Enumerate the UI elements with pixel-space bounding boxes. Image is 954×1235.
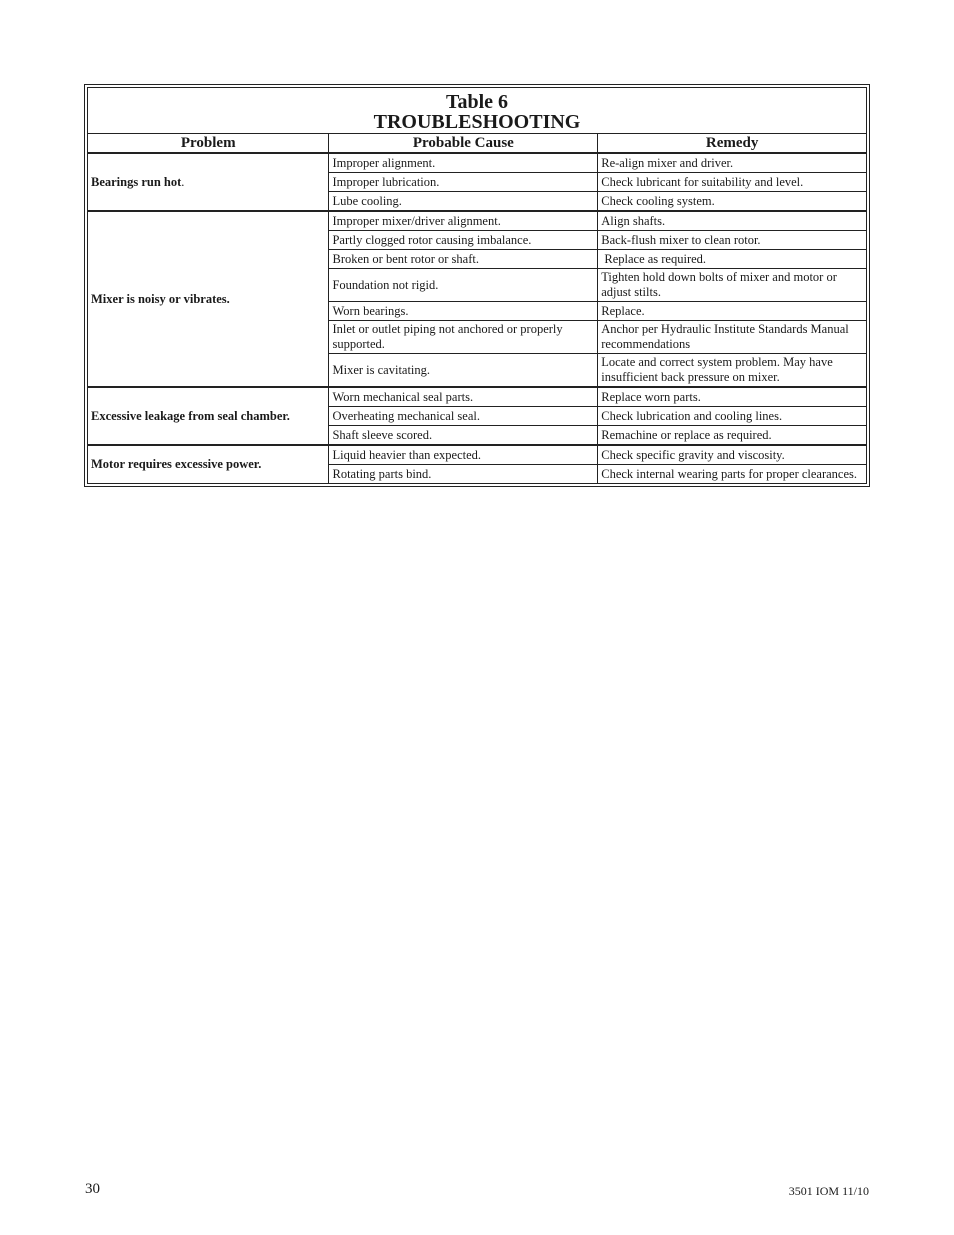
remedy-cell: Tighten hold down bolts of mixer and motor or adjust stilts. bbox=[598, 269, 867, 302]
cause-cell: Overheating mechanical seal. bbox=[329, 407, 598, 426]
table-heading: TROUBLESHOOTING bbox=[373, 111, 581, 133]
table-title bbox=[88, 88, 867, 134]
remedy-cell: Align shafts. bbox=[598, 211, 867, 231]
remedy-cell: Locate and correct system problem. May have insufficient back pressure on mixer. bbox=[598, 354, 867, 388]
table-row bbox=[88, 153, 867, 173]
table-row bbox=[88, 387, 867, 407]
remedy-cell: Check lubrication and cooling lines. bbox=[598, 407, 867, 426]
problem-cell bbox=[88, 153, 329, 211]
remedy-cell: Back-flush mixer to clean rotor. bbox=[598, 231, 867, 250]
problem-label: Excessive leakage from seal chamber. bbox=[91, 408, 290, 423]
document-id: 3501 IOM 11/10 bbox=[788, 1184, 869, 1198]
cause-cell: Inlet or outlet piping not anchored or properly supported. bbox=[329, 321, 598, 354]
cause-cell: Improper alignment. bbox=[329, 153, 598, 173]
table-row bbox=[88, 211, 867, 231]
column-header-probable-cause: Probable Cause bbox=[329, 134, 598, 154]
table-row bbox=[88, 445, 867, 465]
cause-cell: Shaft sleeve scored. bbox=[329, 426, 598, 446]
cause-cell: Worn mechanical seal parts. bbox=[329, 387, 598, 407]
remedy-cell: Anchor per Hydraulic Institute Standards Manual recommendations bbox=[598, 321, 867, 354]
troubleshooting-table-frame bbox=[84, 84, 870, 487]
page-number: 30 bbox=[85, 1181, 100, 1197]
cause-cell: Worn bearings. bbox=[329, 302, 598, 321]
cause-cell: Partly clogged rotor causing imbalance. bbox=[329, 231, 598, 250]
remedy-cell: Check internal wearing parts for proper clearances. bbox=[598, 465, 867, 484]
cause-cell: Liquid heavier than expected. bbox=[329, 445, 598, 465]
remedy-cell: Replace as required. bbox=[598, 250, 867, 269]
table-body bbox=[88, 153, 867, 484]
problem-label: Motor requires excessive power. bbox=[91, 457, 262, 471]
cause-cell: Lube cooling. bbox=[329, 192, 598, 212]
remedy-cell: Replace. bbox=[598, 302, 867, 321]
problem-cell bbox=[88, 445, 329, 484]
cause-cell: Mixer is cavitating. bbox=[329, 354, 598, 388]
troubleshooting-table bbox=[87, 87, 867, 484]
remedy-cell: Replace worn parts. bbox=[598, 387, 867, 407]
remedy-cell: Check cooling system. bbox=[598, 192, 867, 212]
cause-cell: Improper lubrication. bbox=[329, 173, 598, 192]
table-number: Table 6 bbox=[445, 91, 509, 113]
problem-cell bbox=[88, 387, 329, 445]
cause-cell: Improper mixer/driver alignment. bbox=[329, 211, 598, 231]
problem-label: Bearings run hot bbox=[91, 174, 182, 189]
column-header-problem: Problem bbox=[88, 134, 329, 154]
column-header-remedy: Remedy bbox=[598, 134, 867, 154]
problem-suffix: . bbox=[181, 174, 185, 189]
remedy-cell: Check specific gravity and viscosity. bbox=[598, 445, 867, 465]
problem-label: Mixer is noisy or vibrates. bbox=[91, 291, 230, 306]
remedy-cell: Remachine or replace as required. bbox=[598, 426, 867, 446]
cause-cell: Foundation not rigid. bbox=[329, 269, 598, 302]
cause-cell: Broken or bent rotor or shaft. bbox=[329, 250, 598, 269]
remedy-cell: Check lubricant for suitability and level. bbox=[598, 173, 867, 192]
remedy-cell: Re-align mixer and driver. bbox=[598, 153, 867, 173]
cause-cell: Rotating parts bind. bbox=[329, 465, 598, 484]
problem-cell bbox=[88, 211, 329, 387]
